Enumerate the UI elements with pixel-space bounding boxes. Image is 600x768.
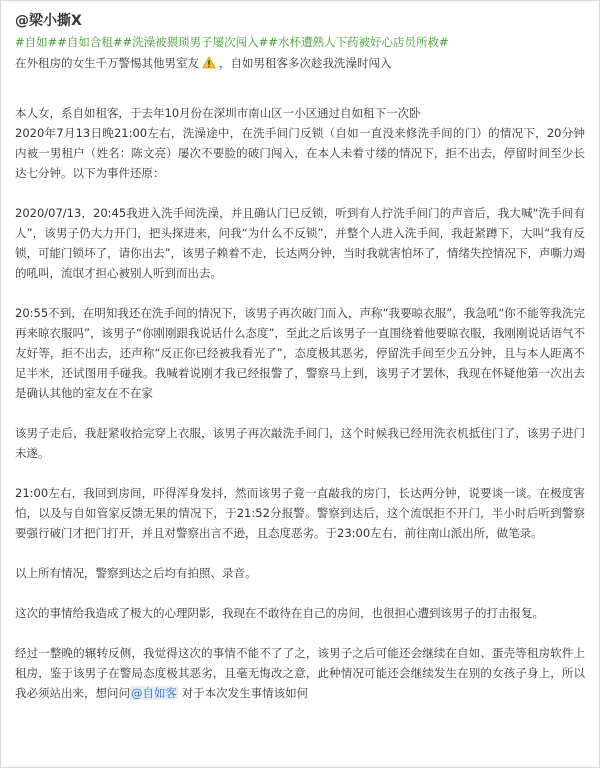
decision-text: 经过一整晚的辗转反侧，我觉得这次的事情不能不了了之，该男子之后可能还会继续在自如、蛋壳等租房软件上租房，鉴于该男子在警局态度极其恶劣，且毫无悔改之意，此种情况可能还会继续发生在别的女孩子身上，所以我必须站出来，想问问 [15,646,585,700]
subtitle-after: ，自如男租客多次趁我洗澡时闯入 [219,56,392,70]
post-subtitle [15,53,585,75]
paragraph-decision [15,643,585,703]
paragraph-2100: 21:00左右，我回到房间，吓得浑身发抖，然而该男子竟一直敲我的房门，长达两分钟，说要谈一谈。在极度害怕，以及与自如管家反馈无果的情况下，于21:52分报警。警察到达后，这个流氓拒不开门，半小时后听到警察要强行破门才把门打开，并且对警察出言不逊，且态度恶劣。于23:00左右，前往南山派出所，做笔录。 [15,486,585,540]
warning-triangle-icon [202,55,216,75]
paragraph-summary: 2020年7月13日晚21:00左右，洗澡途中，在洗手间门反锁（自如一直没来修洗手间的门）的情况下，20分钟内被一男租户（姓名：陈文亮）屡次不要脸的破门闯入，在本人未着寸缕的情况下，拒不出去，停留时间至少长达七分钟。以下为事件还原： [15,126,585,180]
paragraph-2055: 20:55不到，在明知我还在洗手间的情况下，该男子再次破门而入，声称“我要晾衣服”，我急吼“你不能等我洗完再来晾衣服吗”，该男子“你刚刚跟我说话什么态度”，至此之后该男子一直围绕着他要晾衣服，我刚刚说话语气不友好等，拒不出去，还声称“反正你已经被我看光了”，态度极其恶劣，停留洗手间至少五分钟，且与本人距离不足半米，还试图用手碰我。我喊着说刚才我已经报警了，警察马上到，该男子才罢休，我现在怀疑他第一次出去是确认其他的室友在不在家 [15,306,585,400]
paragraph-after-leaving: 该男子走后，我赶紧收拾完穿上衣服，该男子再次敲洗手间门，这个时候我已经用洗衣机抵住门了，该男子进门未遂。 [15,426,585,460]
hashtags[interactable]: #自如##自如合租##洗澡被猥琐男子屡次闯入##水杯遭熟人下药被好心店员所救# [15,35,449,49]
author-name[interactable]: @梁小撕X [15,13,82,29]
mention-link[interactable]: @自如客 [131,686,177,700]
decision-text-tail: 对于本次发生事情该如何 [178,686,309,700]
paragraph-intro: 本人女，系自如租客，于去年10月份在深圳市南山区一小区通过自如租下一次卧 [15,106,421,120]
paragraph-evidence: 以上所有情况，警察到达之后均有拍照、录音。 [15,566,257,580]
paragraph-trauma: 这次的事情给我造成了极大的心理阴影，我现在不敢待在自己的房间，也很担心遭到该男子的打击报复。 [15,606,544,620]
hashtag-line [15,33,585,51]
subtitle-before: 在外租房的女生千万警惕其他男室友 [15,56,199,70]
post-body [1,1,599,703]
paragraph-2045: 2020/07/13，20:45我进入洗手间洗澡，并且确认门已反锁，听到有人拧洗手间门的声音后，我大喊“洗手间有人”，该男子仍大力开门，把头探进来，问我“为什么不反锁”，并整个人进入洗手间，我赶紧蹲下，大叫“我有反锁，可能门锁坏了，请你出去”，该男子赖着不走，长达两分钟，当时我就害怕坏了，情绪失控情况下，声嘶力竭的吼叫，流氓才担心被别人听到而出去。 [15,206,585,280]
